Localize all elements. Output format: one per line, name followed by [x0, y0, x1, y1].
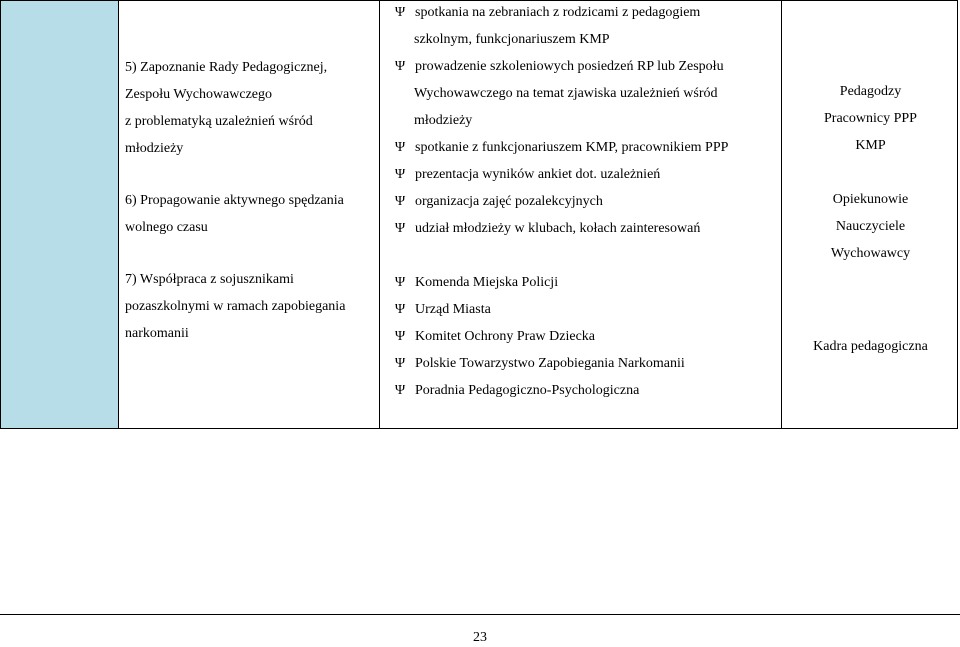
task-line: wolnego czasu [125, 220, 208, 235]
ornamental-bullet-icon: Ψ [394, 59, 406, 74]
footer-rule [0, 614, 960, 615]
task-line: narkomanii [125, 326, 189, 341]
activity-item: Ψ Urząd Miasta [383, 296, 781, 323]
ornamental-bullet-icon: Ψ [394, 275, 406, 290]
activity-item: Ψ prowadzenie szkoleniowych posiedzeń RP lub Zespołu [383, 53, 781, 80]
activity-continuation: Wychowawczego na temat zjawiska uzależnień wśród [414, 86, 718, 101]
ornamental-bullet-icon: Ψ [394, 383, 406, 398]
ornamental-bullet-icon: Ψ [394, 329, 406, 344]
task-cell-6 [125, 187, 380, 241]
responsible-line: Nauczyciele [835, 219, 906, 234]
ornamental-bullet-icon: Ψ [394, 140, 406, 155]
task-line: 7) Współpraca z sojusznikami [125, 272, 294, 287]
activity-continuation: młodzieży [414, 113, 473, 128]
task-line: 5) Zapoznanie Rady Pedagogicznej, [125, 60, 328, 75]
ornamental-bullet-icon: Ψ [394, 302, 406, 317]
responsible-line: Kadra pedagogiczna [813, 339, 928, 354]
activity-item: Ψ udział młodzieży w klubach, kołach zainteresowań [383, 215, 781, 242]
responsible-cell-7 [782, 333, 959, 360]
ornamental-bullet-icon: Ψ [394, 221, 406, 236]
responsible-line: KMP [855, 138, 886, 153]
activity-item: Ψ Polskie Towarzystwo Zapobiegania Narkomanii [383, 350, 781, 377]
activity-item: Ψ Poradnia Pedagogiczno-Psychologiczna [383, 377, 781, 404]
side-shaded-column [1, 1, 119, 428]
activity-continuation: szkolnym, funkcjonariuszem KMP [414, 32, 610, 47]
task-line: pozaszkolnymi w ramach zapobiegania [125, 299, 346, 314]
responsible-cell-5 [782, 78, 959, 159]
task-cell-7 [125, 266, 380, 347]
activity-item: Ψ Komenda Miejska Policji [383, 269, 781, 296]
responsible-line: Opiekunowie [832, 192, 909, 207]
activities-column [383, 0, 781, 404]
activity-item: Ψ Komitet Ochrony Praw Dziecka [383, 323, 781, 350]
responsible-line: Wychowawcy [830, 246, 911, 261]
page-number: 23 [473, 630, 487, 645]
ornamental-bullet-icon: Ψ [394, 356, 406, 371]
task-cell-5 [125, 54, 380, 162]
task-line: Zespołu Wychowawczego [125, 87, 273, 102]
responsible-line: Pracownicy PPP [824, 111, 917, 126]
ornamental-bullet-icon: Ψ [394, 194, 406, 209]
activity-item: Ψ prezentacja wyników ankiet dot. uzależnień [383, 161, 781, 188]
activity-item: Ψ organizacja zajęć pozalekcyjnych [383, 188, 781, 215]
responsible-line: Pedagodzy [839, 84, 902, 99]
task-line: 6) Propagowanie aktywnego spędzania [125, 193, 344, 208]
task-line: z problematyką uzależnień wśród [125, 114, 313, 129]
activity-item: Ψ spotkanie z funkcjonariuszem KMP, pracownikiem PPP [383, 134, 781, 161]
ornamental-bullet-icon: Ψ [394, 167, 406, 182]
activity-item: Ψ spotkania na zebraniach z rodzicami z pedagogiem [383, 0, 781, 26]
ornamental-bullet-icon: Ψ [394, 5, 406, 20]
responsible-cell-6 [782, 186, 959, 267]
activity-spacer [383, 242, 781, 269]
task-line: młodzieży [125, 141, 184, 156]
